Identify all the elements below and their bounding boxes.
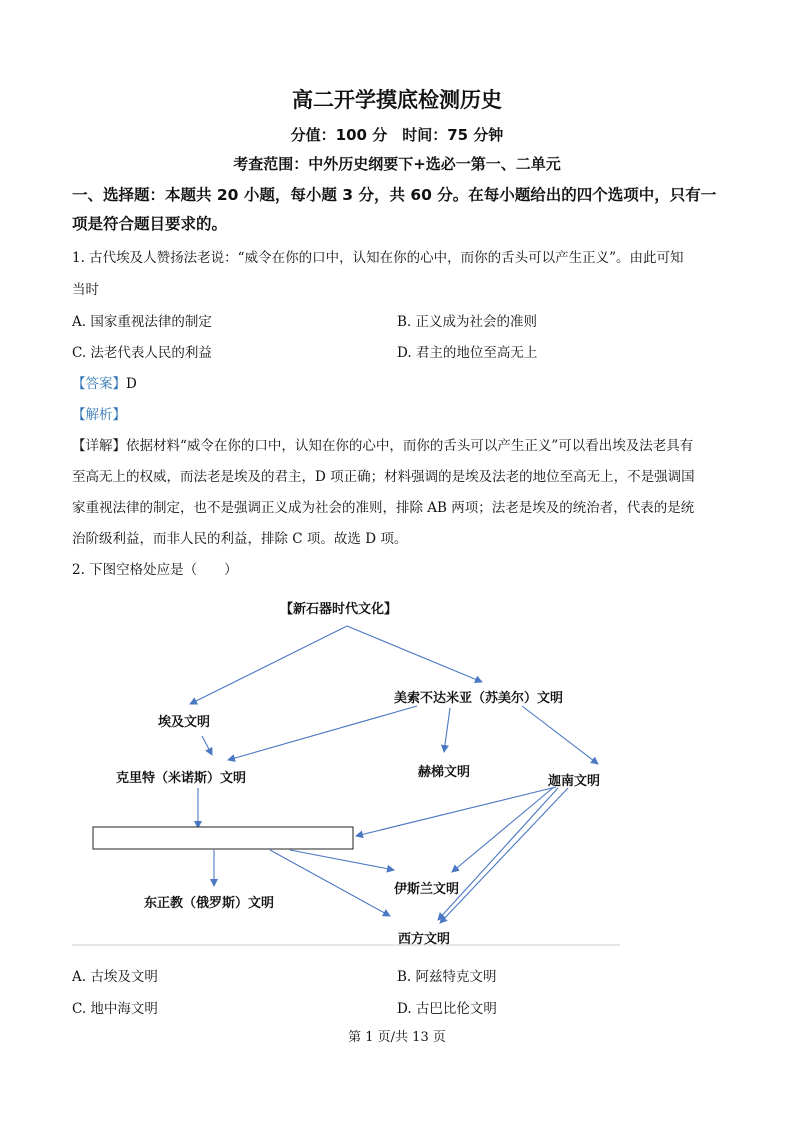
q1-answer [72,372,137,392]
q1-stem-cont: 当时 [72,282,99,298]
civilization-flow-diagram [72,590,620,948]
arrow-root-meso [347,626,482,682]
arrow-meso-crete [228,706,417,760]
arrow-root-egypt [190,626,347,704]
analysis-tag: 【解析】 [72,407,126,423]
q2-stem: 2. 下图空格处应是（ ） [72,562,238,578]
q1-option-b[interactable]: B. 正义成为社会的准则 [397,314,538,330]
arrow-meso-canaan [522,706,598,764]
answer-value: D [126,376,137,392]
q2-option-d[interactable]: D. 古巴比伦文明 [397,1001,497,1017]
q1-detail-line: 治阶级利益，而非人民的利益，排除 C 项。故选 D 项。 [72,531,408,547]
q1-option-c[interactable]: C. 法老代表人民的利益 [72,345,212,361]
node-neolithic: 【新石器时代文化】 [280,602,398,617]
arrow-box-west [270,850,390,916]
arrow-egypt-crete [202,736,212,755]
section-heading-cont: 项是符合题目要求的。 [72,215,228,233]
node-orthodox: 东正教（俄罗斯）文明 [144,896,275,911]
q1-stem: 1. 古代埃及人赞扬法老说：“威令在你的口中，认知在你的心中，而你的舌头可以产生正义”。由此可知 [72,250,684,266]
node-egypt: 埃及文明 [158,715,211,730]
q1-detail-line: 至高无上的权威，而法老是埃及的君主，D 项正确；材料强调的是埃及法老的地位至高无上，不是强调国 [72,469,695,485]
exam-scope: 考查范围：中外历史纲要下+选必一第一、二单元 [233,155,561,173]
q2-option-a[interactable]: A. 古埃及文明 [72,969,158,985]
q1-detail-line: 家重视法律的制定，也不是强调正义成为社会的准则，排除 AB 两项；法老是埃及的统治者，代表的是统 [72,500,695,516]
section-heading: 一、选择题：本题共 20 小题，每小题 3 分，共 60 分。在每小题给出的四个选项中，只有一 [72,186,717,204]
arrow-canaan-west [438,788,558,920]
answer-tag: 【答案】 [72,376,126,392]
q1-detail-line: 【详解】依据材料“威令在你的口中，认知在你的心中，而你的舌头可以产生正义”可以看出埃及法老具有 [72,438,694,454]
q1-option-d[interactable]: D. 君主的地位至高无上 [397,345,538,361]
arrow-meso-hittite [444,708,450,752]
arrow-box-islam [290,850,394,870]
node-west: 西方文明 [398,932,451,947]
node-crete: 克里特（米诺斯）文明 [116,771,247,786]
node-mesopotamia: 美索不达米亚（苏美尔）文明 [394,691,564,706]
q2-option-b[interactable]: B. 阿兹特克文明 [397,969,497,985]
score-time: 分值：100 分 时间：75 分钟 [290,126,504,144]
node-islam: 伊斯兰文明 [394,882,460,897]
node-hittite: 赫梯文明 [418,765,471,780]
blank-answer-box [93,827,353,849]
node-canaan: 迦南文明 [548,774,601,789]
arrow-canaan-box [356,787,556,836]
page-footer: 第 1 页/共 13 页 [348,1030,446,1045]
q1-option-a[interactable]: A. 国家重视法律的制定 [72,314,212,330]
arrow-canaan-west-2 [440,788,568,923]
page-title: 高二开学摸底检测历史 [292,88,502,112]
q2-option-c[interactable]: C. 地中海文明 [72,1001,158,1017]
